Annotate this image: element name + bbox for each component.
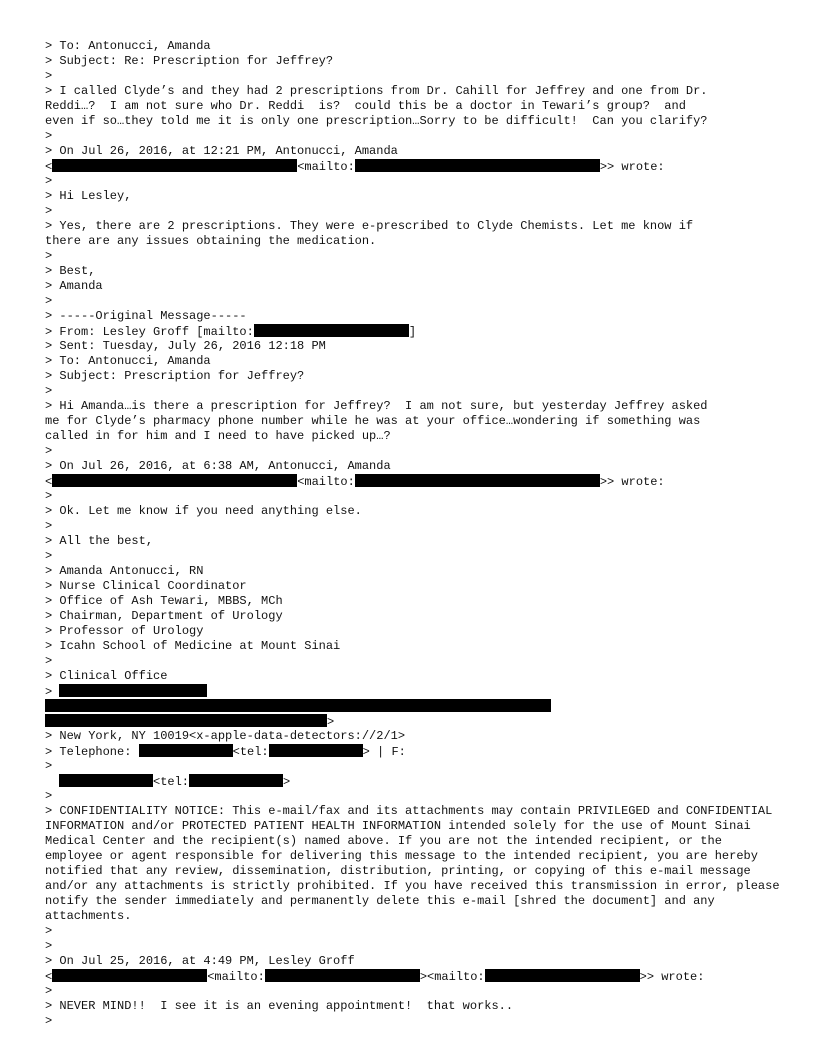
wrote-text: >> wrote:: [599, 475, 665, 489]
redaction-block: [355, 474, 600, 487]
quote-marker: >: [45, 984, 53, 998]
bracket-text: <: [45, 475, 53, 489]
from-line: [45, 324, 785, 339]
quote-marker: >: [45, 69, 53, 83]
redaction-block: [59, 684, 207, 697]
quote-marker: >: [45, 759, 53, 773]
body-line: there are any issues obtaining the medication.: [45, 234, 377, 248]
reply-header: > On Jul 25, 2016, at 4:49 PM, Lesley Groff: [45, 954, 355, 968]
redaction-block: [45, 699, 551, 712]
subject-line: > Subject: Prescription for Jeffrey?: [45, 369, 305, 383]
telephone-label: > Telephone:: [45, 745, 139, 759]
reply-header: > On Jul 26, 2016, at 6:38 AM, Antonucci, Amanda: [45, 459, 391, 473]
header-subject: > Subject: Re: Prescription for Jeffrey?: [45, 54, 334, 68]
signature-school: > Icahn School of Medicine at Mount Sinai: [45, 639, 341, 653]
body-line: > NEVER MIND!! I see it is an evening appointment! that works..: [45, 999, 514, 1013]
fax-line: [45, 774, 785, 789]
sender-email-line: [45, 969, 785, 984]
body-line: me for Clyde’s pharmacy phone number while he was at your office…wondering if something was: [45, 414, 701, 428]
redaction-block: [485, 969, 640, 982]
sent-line: > Sent: Tuesday, July 26, 2016 12:18 PM: [45, 339, 326, 353]
signature-name: > Amanda Antonucci, RN: [45, 564, 204, 578]
address-line: [45, 714, 785, 729]
body-line: > I called Clyde’s and they had 2 prescriptions from Dr. Cahill for Jeffrey and one from Dr.: [45, 84, 708, 98]
body-line: > Yes, there are 2 prescriptions. They were e-prescribed to Clyde Chemists. Let me know if: [45, 219, 694, 233]
redaction-block: [269, 744, 363, 757]
quote-marker: >: [45, 924, 53, 938]
original-message-divider: > -----Original Message-----: [45, 309, 247, 323]
header-to: > To: Antonucci, Amanda: [45, 39, 211, 53]
quote-marker: >: [45, 489, 53, 503]
quote-marker: >: [45, 294, 53, 308]
quote-marker: >: [45, 444, 53, 458]
quote-marker: >: [45, 789, 53, 803]
fax-label: > | F:: [362, 745, 406, 759]
body-line: Reddi…? I am not sure who Dr. Reddi is? could this be a doctor in Tewari’s group? and: [45, 99, 686, 113]
redaction-block: [139, 744, 233, 757]
redaction-block: [254, 324, 409, 337]
signature-title: > Nurse Clinical Coordinator: [45, 579, 247, 593]
bracket-text: >: [327, 715, 335, 729]
quote-marker: >: [45, 204, 53, 218]
tel-text: <tel:: [232, 745, 269, 759]
bracket-text: <: [45, 970, 53, 984]
confidentiality-notice: > CONFIDENTIALITY NOTICE: This e-mail/fax and its attachments may contain PRIVILEGED and CONFIDENTIAL INFORMATION and/or PROTECTED PATIENT HEALTH INFORMATION intended solely for the use of Mount Sinai Medical Center and the recipient(s) named above. If you are not the intended recipient, or the employee or agent responsible for delivering this message to the intended recipient, you are hereby notified that any review, dissemination, distribution, printing, or copying of this e-mail message and/or any attachments is strictly prohibited. If you have received this transmission in error, please notify the sender immediately and permanently delete this e-mail [shred the document] and any attachments.: [45, 804, 787, 923]
wrote-text: >> wrote:: [639, 970, 705, 984]
redaction-block: [52, 159, 297, 172]
bracket-text: >: [283, 775, 291, 789]
clinical-office-label: > Clinical Office: [45, 669, 168, 683]
redaction-block: [189, 774, 283, 787]
telephone-line: [45, 744, 785, 759]
sender-email-line: [45, 159, 785, 174]
quote-text: >: [45, 685, 53, 699]
signature-name: > Amanda: [45, 279, 103, 293]
city-line: > New York, NY 10019<x-apple-data-detectors://2/1>: [45, 729, 406, 743]
sender-email-line: [45, 474, 785, 489]
quote-marker: >: [45, 174, 53, 188]
signature-office: > Office of Ash Tewari, MBBS, MCh: [45, 594, 283, 608]
address-line: [45, 684, 785, 699]
address-line: [45, 699, 785, 714]
reply-header: > On Jul 26, 2016, at 12:21 PM, Antonucci, Amanda: [45, 144, 398, 158]
mailto-text: <mailto:: [207, 970, 265, 984]
mailto-text: <mailto:: [297, 475, 355, 489]
redaction-block: [52, 969, 207, 982]
quote-marker: >: [45, 1014, 53, 1028]
quote-marker: >: [45, 384, 53, 398]
redaction-block: [265, 969, 420, 982]
from-text: > From: Lesley Groff [mailto:: [45, 325, 254, 339]
email-thread: [45, 39, 785, 1029]
bracket-text: <: [45, 160, 53, 174]
quote-marker: >: [45, 654, 53, 668]
redaction-block: [45, 714, 327, 727]
quote-marker: >: [45, 549, 53, 563]
greeting: > Hi Lesley,: [45, 189, 132, 203]
quote-marker: >: [45, 939, 53, 953]
redaction-block: [355, 159, 600, 172]
body-line: called in for him and I need to have picked up…?: [45, 429, 391, 443]
mailto-text: <mailto:: [297, 160, 355, 174]
quote-marker: >: [45, 519, 53, 533]
closing: > All the best,: [45, 534, 154, 548]
signature-chair: > Chairman, Department of Urology: [45, 609, 283, 623]
wrote-text: >> wrote:: [599, 160, 665, 174]
tel-text: <tel:: [153, 775, 190, 789]
to-line: > To: Antonucci, Amanda: [45, 354, 211, 368]
redaction-block: [52, 474, 297, 487]
body-line: > Hi Amanda…is there a prescription for Jeffrey? I am not sure, but yesterday Jeffrey asked: [45, 399, 708, 413]
body-line: even if so…they told me it is only one prescription…Sorry to be difficult! Can you clarify?: [45, 114, 708, 128]
bracket-text: ]: [408, 325, 417, 339]
signature-professor: > Professor of Urology: [45, 624, 204, 638]
redaction-block: [59, 774, 153, 787]
quote-marker: >: [45, 129, 53, 143]
closing: > Best,: [45, 264, 96, 278]
mailto-text: ><mailto:: [419, 970, 485, 984]
quote-marker: >: [45, 249, 53, 263]
body-line: > Ok. Let me know if you need anything else.: [45, 504, 362, 518]
